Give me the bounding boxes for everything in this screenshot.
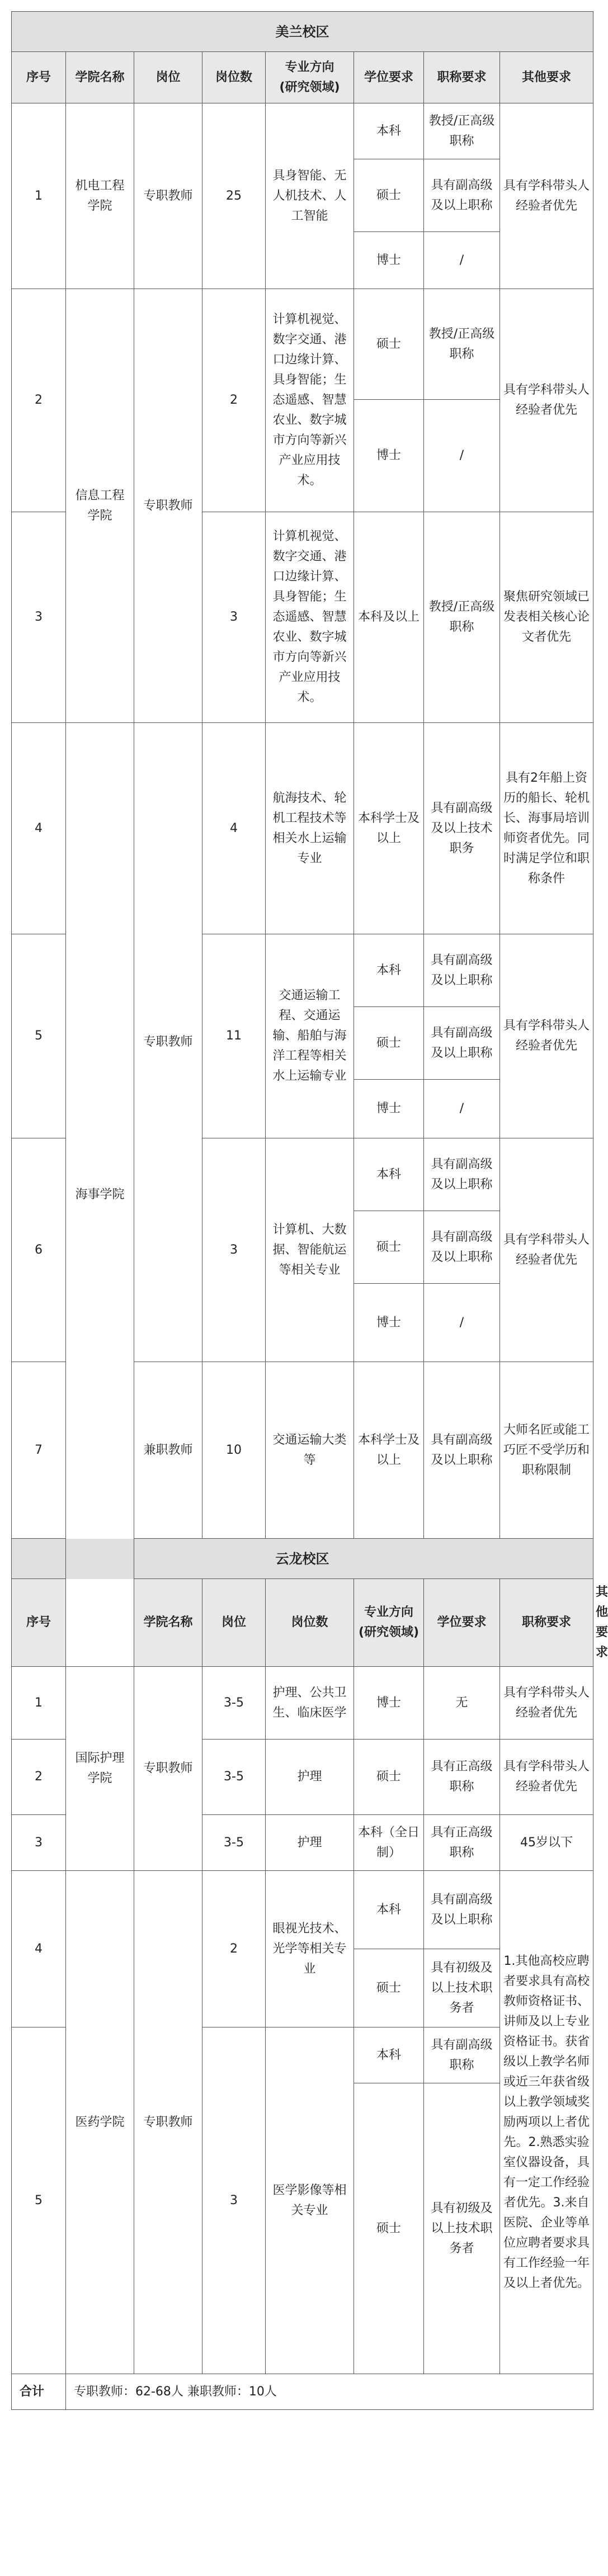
title-req: 具有初级及以上技术职务者 — [424, 2083, 500, 2374]
other-req: 具有学科带头人经验者优先 — [500, 103, 593, 289]
post-count: 2 — [202, 289, 266, 512]
col-header: 岗位 — [202, 1579, 266, 1667]
degree: 本科 — [354, 1871, 424, 1949]
other-req: 具有学科带头人经验者优先 — [500, 1667, 593, 1740]
title-req: 教授/正高级职称 — [424, 512, 500, 723]
title-req: / — [424, 1080, 500, 1138]
recruitment-table — [11, 11, 608, 2410]
post-count: 3 — [202, 2027, 266, 2374]
title-req: 具有副高级及以上职称 — [424, 1138, 500, 1211]
col-header: 其他要求 — [500, 52, 593, 103]
other-req: 1.其他高校应聘者要求具有高校教师资格证书、讲师及以上专业资格证书。获省级以上教学名师或近三年获省级以上教学领域奖励两项以上者优先。2.熟悉实验室仪器设备，具有一定工作经验者优先。3.来自医院、企业等单位应聘者要求具有工作经验一年及以上者优先。 — [500, 1871, 593, 2374]
field: 护理 — [266, 1740, 354, 1815]
title-req: / — [424, 232, 500, 289]
degree: 博士 — [354, 400, 424, 512]
campus-title: 云龙校区 — [12, 1539, 593, 1579]
col-header: 序号 — [12, 52, 66, 103]
title-req: 具有副高级及以上职称 — [424, 1362, 500, 1539]
col-header: 职称要求 — [424, 52, 500, 103]
field: 护理、公共卫生、临床医学 — [266, 1667, 354, 1740]
degree: 博士 — [354, 1284, 424, 1362]
post-type: 专职教师 — [134, 1871, 202, 2374]
recruitment-table-wrapper — [11, 11, 608, 2410]
col-header: 岗位数 — [202, 52, 266, 103]
field: 计算机视觉、数字交通、港口边缘计算、具身智能；生态遥感、智慧农业、数字城市方向等新兴产业应用技术。 — [266, 512, 354, 723]
degree: 博士 — [354, 232, 424, 289]
title-req: / — [424, 400, 500, 512]
post-count: 3-5 — [202, 1740, 266, 1815]
col-header: 学院名称 — [134, 1579, 202, 1667]
column-header-row: 序号 学院名称 岗位 岗位数 专业方向 (研究领域) 学位要求 职称要求 其他要求 — [12, 1579, 593, 1667]
college-name: 信息工程学院 — [66, 289, 134, 723]
section-header-meilan — [12, 12, 593, 52]
degree: 博士 — [354, 1080, 424, 1138]
row-number: 4 — [12, 723, 66, 934]
post-count: 2 — [202, 1871, 266, 2027]
post-count: 25 — [202, 103, 266, 289]
col-header: 职称要求 — [500, 1579, 593, 1667]
other-req: 聚焦研究领域已发表相关核心论文者优先 — [500, 512, 593, 723]
degree: 本科 — [354, 103, 424, 159]
post-count: 3 — [202, 1138, 266, 1362]
field: 计算机视觉、数字交通、港口边缘计算、具身智能；生态遥感、智慧农业、数字城市方向等新兴产业应用技术。 — [266, 289, 354, 512]
degree: 本科学士及以上 — [354, 1362, 424, 1539]
degree: 硕士 — [354, 2083, 424, 2374]
row-number: 7 — [12, 1362, 66, 1539]
title-req: 具有副高级及以上职称 — [424, 1211, 500, 1284]
campus-title: 美兰校区 — [12, 12, 593, 52]
table-row — [12, 1871, 593, 1949]
post-count: 4 — [202, 723, 266, 934]
degree: 本科（全日制） — [354, 1815, 424, 1871]
other-req: 具有学科带头人经验者优先 — [500, 934, 593, 1138]
title-req: 无 — [424, 1667, 500, 1740]
title-req: 具有副高级及以上职称 — [424, 1007, 500, 1080]
post-type: 专职教师 — [134, 1667, 202, 1871]
degree: 本科及以上 — [354, 512, 424, 723]
total-row — [12, 2374, 593, 2410]
section-header-yunlong — [12, 1539, 593, 1579]
total-label: 合计 — [12, 2374, 66, 2410]
post-count: 10 — [202, 1362, 266, 1539]
other-req: 具有学科带头人经验者优先 — [500, 289, 593, 512]
title-req: 具有副高级及以上职称 — [424, 1871, 500, 1949]
title-req: 具有正高级职称 — [424, 1740, 500, 1815]
col-header: 学位要求 — [354, 52, 424, 103]
college-name: 国际护理学院 — [66, 1667, 134, 1871]
column-header-row — [12, 52, 593, 103]
title-req: 具有副高级职称 — [424, 2027, 500, 2083]
post-count: 3 — [202, 512, 266, 723]
row-number: 6 — [12, 1138, 66, 1362]
row-number: 4 — [12, 1871, 66, 2027]
field: 交通运输工程、交通运输、船舶与海洋工程等相关水上运输专业 — [266, 934, 354, 1138]
other-req: 具有学科带头人经验者优先 — [500, 1138, 593, 1362]
col-header: 岗位数 — [266, 1579, 354, 1667]
degree: 博士 — [354, 1667, 424, 1740]
other-req: 具有2年船上资历的船长、轮机长、海事局培训师资者优先。同时满足学位和职称条件 — [500, 723, 593, 934]
degree: 硕士 — [354, 159, 424, 232]
degree: 本科 — [354, 1138, 424, 1211]
degree: 硕士 — [354, 1211, 424, 1284]
post-type: 专职教师 — [134, 289, 202, 723]
title-req: 具有副高级及以上职称 — [424, 159, 500, 232]
post-type: 专职教师 — [134, 723, 202, 1362]
row-number: 2 — [12, 1740, 66, 1815]
degree: 硕士 — [354, 1949, 424, 2027]
table-row — [12, 103, 593, 159]
field: 计算机、大数据、智能航运等相关专业 — [266, 1138, 354, 1362]
degree: 硕士 — [354, 289, 424, 400]
col-header: 学院名称 — [66, 52, 134, 103]
table-row — [12, 1667, 593, 1740]
title-req: 具有副高级及以上技术职务 — [424, 723, 500, 934]
post-count: 11 — [202, 934, 266, 1138]
table-row — [12, 723, 593, 934]
row-number: 5 — [12, 934, 66, 1138]
degree: 本科 — [354, 2027, 424, 2083]
row-number: 2 — [12, 289, 66, 512]
degree: 本科 — [354, 934, 424, 1007]
col-header: 专业方向 (研究领域) — [266, 52, 354, 103]
col-header: 岗位 — [134, 52, 202, 103]
row-number: 5 — [12, 2027, 66, 2374]
post-count: 3-5 — [202, 1667, 266, 1740]
title-req: 具有正高级职称 — [424, 1815, 500, 1871]
title-req: 具有初级及以上技术职务者 — [424, 1949, 500, 2027]
title-req: / — [424, 1284, 500, 1362]
degree: 硕士 — [354, 1007, 424, 1080]
college-name: 医药学院 — [66, 1871, 134, 2374]
row-number: 1 — [12, 1667, 66, 1740]
field: 具身智能、无人机技术、人工智能 — [266, 103, 354, 289]
college-name: 海事学院 — [66, 723, 134, 1667]
title-req: 教授/正高级职称 — [424, 289, 500, 400]
post-type: 兼职教师 — [134, 1362, 202, 1539]
col-header: 专业方向 (研究领域) — [354, 1579, 424, 1667]
degree: 本科学士及以上 — [354, 723, 424, 934]
total-text: 专职教师：62-68人 兼职教师：10人 — [66, 2374, 593, 2410]
title-req: 教授/正高级职称 — [424, 103, 500, 159]
row-number: 3 — [12, 1815, 66, 1871]
field: 交通运输大类等 — [266, 1362, 354, 1539]
row-number: 3 — [12, 512, 66, 723]
col-header: 学位要求 — [424, 1579, 500, 1667]
field: 医学影像等相关专业 — [266, 2027, 354, 2374]
college-name: 机电工程学院 — [66, 103, 134, 289]
table-row — [12, 289, 593, 400]
title-req: 具有副高级及以上职称 — [424, 934, 500, 1007]
post-count: 3-5 — [202, 1815, 266, 1871]
post-type: 专职教师 — [134, 103, 202, 289]
degree: 硕士 — [354, 1740, 424, 1815]
other-req: 45岁以下 — [500, 1815, 593, 1871]
col-header: 序号 — [12, 1579, 66, 1667]
other-req: 具有学科带头人经验者优先 — [500, 1740, 593, 1815]
field: 眼视光技术、光学等相关专业 — [266, 1871, 354, 2027]
row-number: 1 — [12, 103, 66, 289]
field: 护理 — [266, 1815, 354, 1871]
field: 航海技术、轮机工程技术等相关水上运输专业 — [266, 723, 354, 934]
other-req: 大师名匠或能工巧匠不受学历和职称限制 — [500, 1362, 593, 1539]
